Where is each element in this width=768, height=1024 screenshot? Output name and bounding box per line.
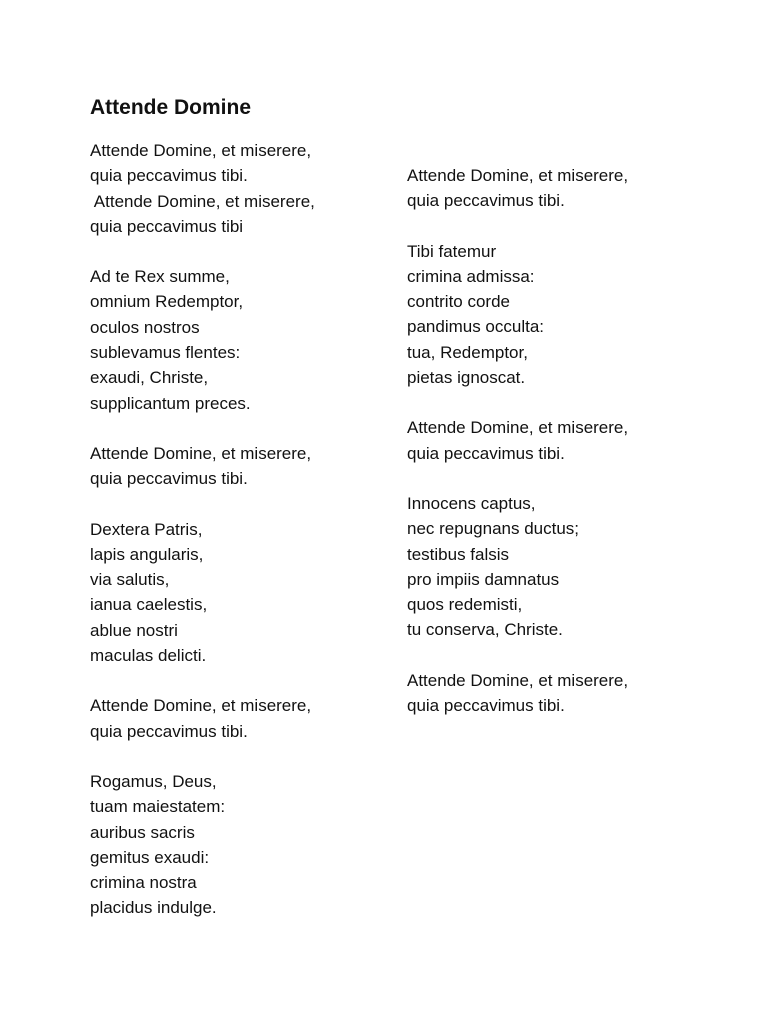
verse-line: crimina admissa: — [407, 266, 535, 286]
verse-line: pietas ignoscat. — [407, 368, 526, 388]
verse-line: testibus falsis — [407, 544, 510, 564]
verse-line: ianua caelestis, — [90, 595, 208, 615]
verse-line: crimina nostra — [90, 873, 197, 893]
verse-line: exaudi, Christe, — [90, 368, 209, 388]
verse-line: sublevamus flentes: — [90, 343, 241, 363]
verse-line: nec repugnans ductus; — [407, 519, 580, 539]
verse-line: quia peccavimus tibi. — [407, 696, 565, 716]
left-stanza — [90, 264, 390, 416]
verse-line: Ad te Rex summe, — [90, 267, 230, 287]
verse-line: pro impiis damnatus — [407, 569, 560, 589]
verse-line: tua, Redemptor, — [407, 342, 528, 362]
verse-line: pandimus occulta: — [407, 317, 545, 337]
left-stanza — [90, 517, 390, 669]
verse-line: Attende Domine, et miserere, — [90, 443, 312, 463]
verse-line: quia peccavimus tibi. — [407, 443, 565, 463]
verse-line: omnium Redemptor, — [90, 292, 244, 312]
right-stanza — [407, 239, 707, 391]
verse-line: lapis angularis, — [90, 544, 204, 564]
verse-line: placidus indulge. — [90, 898, 217, 918]
verse-line: Innocens captus, — [407, 493, 536, 513]
verse-line: quia peccavimus tibi. — [407, 191, 565, 211]
left-stanza — [90, 693, 390, 744]
verse-line: oculos nostros — [90, 317, 200, 337]
left-stanza — [90, 769, 390, 921]
right-stanza — [407, 415, 707, 466]
right-stanza — [407, 163, 707, 214]
verse-line: Attende Domine, et miserere, — [90, 191, 315, 211]
left-stanza — [90, 138, 390, 239]
verse-line: tu conserva, Christe. — [407, 620, 563, 640]
verse-line: Rogamus, Deus, — [90, 771, 217, 791]
verse-line: quia peccavimus tibi — [90, 216, 244, 236]
verse-line: quia peccavimus tibi. — [90, 469, 248, 489]
left-column — [90, 138, 390, 946]
verse-line: auribus sacris — [90, 822, 195, 842]
verse-line: tuam maiestatem: — [90, 797, 226, 817]
verse-line: supplicantum preces. — [90, 393, 251, 413]
left-stanza — [90, 441, 390, 492]
verse-line: maculas delicti. — [90, 646, 207, 666]
verse-line: Attende Domine, et miserere, — [407, 166, 629, 185]
right-stanza — [407, 491, 707, 643]
verse-line: via salutis, — [90, 570, 170, 590]
verse-line: Tibi fatemur — [407, 241, 497, 261]
right-column — [407, 163, 707, 743]
right-stanza — [407, 668, 707, 719]
verse-line: Dextera Patris, — [90, 519, 203, 539]
verse-line: Attende Domine, et miserere, — [407, 418, 629, 438]
document-title: Attende Domine — [90, 96, 252, 119]
verse-line: quos redemisti, — [407, 595, 523, 615]
verse-line: quia peccavimus tibi. — [90, 721, 248, 741]
verse-line: Attende Domine, et miserere, — [407, 670, 629, 690]
verse-line: Attende Domine, et miserere, — [90, 141, 312, 160]
verse-line: ablue nostri — [90, 620, 178, 640]
verse-line: Attende Domine, et miserere, — [90, 696, 312, 716]
verse-line: gemitus exaudi: — [90, 847, 210, 867]
verse-line: quia peccavimus tibi. — [90, 166, 248, 186]
verse-line: contrito corde — [407, 292, 510, 312]
